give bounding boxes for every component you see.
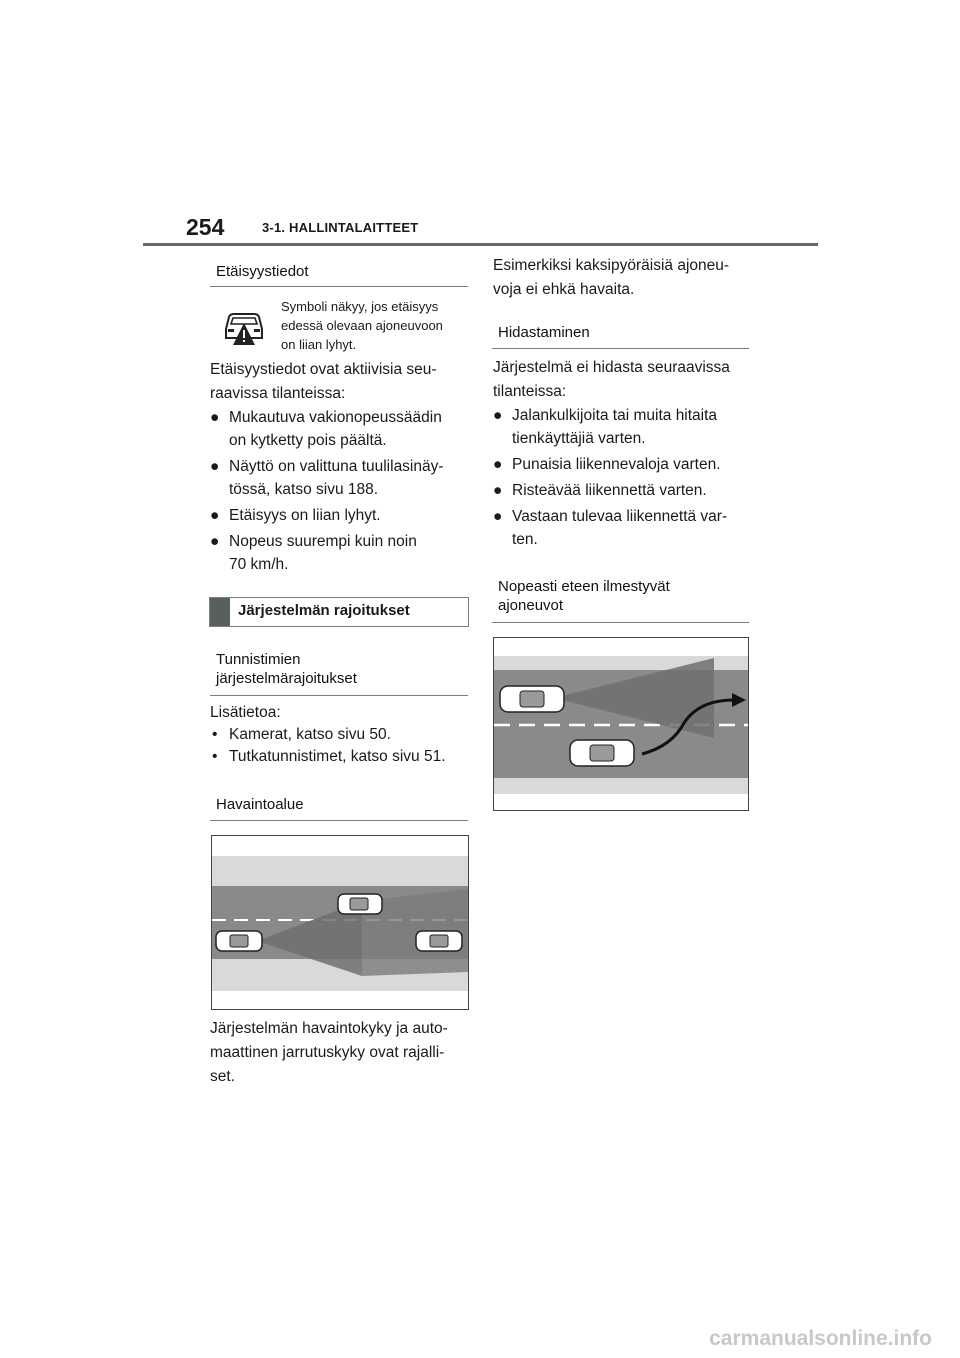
text-line: ten.: [512, 531, 538, 548]
cut-in-illustration: [493, 637, 749, 811]
text-line: ajoneuvot: [498, 597, 564, 614]
watermark: carmanualsonline.info: [709, 1327, 932, 1350]
text-line: 70 km/h.: [229, 556, 289, 573]
section-detection-title: [210, 787, 468, 821]
section-sensors-title: [210, 641, 468, 696]
list-item: [493, 505, 753, 551]
text-line: tienkäyttäjiä varten.: [512, 430, 646, 447]
text-line: Mukautuva vakionopeussäädin: [229, 409, 442, 426]
text-line: on kytketty pois päältä.: [229, 432, 387, 449]
text-line: Nopeasti eteen ilmestyvät: [498, 578, 670, 595]
text-line: tössä, katso sivu 188.: [229, 481, 379, 498]
symbol-caption: [281, 297, 471, 354]
text-line: tilanteissa:: [493, 383, 567, 400]
section-sudden-title: [492, 568, 749, 623]
list-item: [493, 404, 753, 450]
braking-intro: [493, 356, 753, 404]
text-line: Jalankulkijoita tai muita hitaita: [512, 407, 718, 424]
bullet-icon: ●: [493, 508, 503, 525]
section-braking-title: [492, 315, 749, 349]
car-icon: [216, 931, 262, 951]
text-line: Punaisia liikennevaloja varten.: [512, 456, 721, 473]
symbol-caption-line: Symboli näkyy, jos etäisyys: [281, 299, 439, 314]
car-icon: [416, 931, 462, 951]
bullet-icon: ●: [210, 507, 220, 524]
header-rule: [143, 243, 818, 246]
list-item: [493, 479, 753, 502]
section-distance-info-title: [210, 255, 468, 287]
text-line: Tunnistimien: [216, 651, 301, 668]
section-limits-title: Järjestelmän rajoitukset: [238, 602, 410, 619]
text-line: Näyttö on valittuna tuulilasinäy-: [229, 458, 444, 475]
link-item[interactable]: • Tutkatunnistimet, katso sivu 51.: [210, 746, 470, 768]
list-item: [493, 453, 753, 476]
text-line: Risteävää liikennettä varten.: [512, 482, 707, 499]
car-icon: [570, 740, 634, 766]
more-info: [210, 702, 470, 768]
link-item[interactable]: • Kamerat, katso sivu 50.: [210, 724, 470, 746]
bullet-icon: ●: [210, 458, 220, 475]
braking-title: Hidastaminen: [498, 324, 590, 341]
bullet-icon: ●: [493, 482, 503, 499]
text-line: Etäisyys on liian lyhyt.: [229, 507, 381, 524]
text-line: Nopeus suurempi kuin noin: [229, 533, 417, 550]
detection-title: Havaintoalue: [216, 796, 304, 813]
bullet-icon: ●: [493, 407, 503, 424]
detection-area-illustration: [211, 835, 469, 1010]
bullet-icon: ●: [493, 456, 503, 473]
text-line: Etäisyystiedot ovat aktiivisia seu-: [210, 361, 437, 378]
text-line: Vastaan tulevaa liikennettä var-: [512, 508, 728, 525]
list-item: [210, 406, 470, 452]
distance-info-title: Etäisyystiedot: [216, 263, 309, 280]
symbol-caption-line: on liian lyhyt.: [281, 337, 357, 352]
text-line: järjestelmärajoitukset: [216, 670, 357, 687]
symbol-caption-line: edessä olevaan ajoneuvoon: [281, 318, 443, 333]
car-icon: [500, 686, 564, 712]
bullet-icon: ●: [210, 409, 220, 426]
distance-warning-icon: [222, 309, 266, 347]
more-info-label: Lisätietoa:: [210, 704, 281, 721]
list-item: [210, 530, 470, 576]
text-line: raavissa tilanteissa:: [210, 385, 346, 402]
text-line: maattinen jarrutuskyky ovat rajalli-: [210, 1044, 445, 1061]
right-intro: [493, 254, 753, 302]
limits-conclusion: [210, 1017, 470, 1089]
text-line: set.: [210, 1068, 235, 1085]
car-icon: [338, 894, 382, 914]
text-line: Esimerkiksi kaksipyöräisiä ajoneu-: [493, 257, 730, 274]
text-line: Järjestelmän havaintokyky ja auto-: [210, 1020, 448, 1037]
list-item: [210, 455, 470, 501]
section-marker: [210, 598, 230, 626]
distance-intro: [210, 358, 470, 406]
section-limits-header: [209, 597, 469, 627]
link-cameras[interactable]: Kamerat, katso sivu 50.: [229, 726, 391, 743]
text-line: Järjestelmä ei hidasta seuraavissa: [493, 359, 730, 376]
text-line: voja ei ehkä havaita.: [493, 281, 635, 298]
page-number: 254: [186, 214, 225, 240]
link-radar[interactable]: Tutkatunnistimet, katso sivu 51.: [229, 748, 446, 765]
bullet-icon: ●: [210, 533, 220, 550]
chapter-title: 3-1. HALLINTALAITTEET: [262, 220, 419, 235]
list-item: [210, 504, 470, 527]
